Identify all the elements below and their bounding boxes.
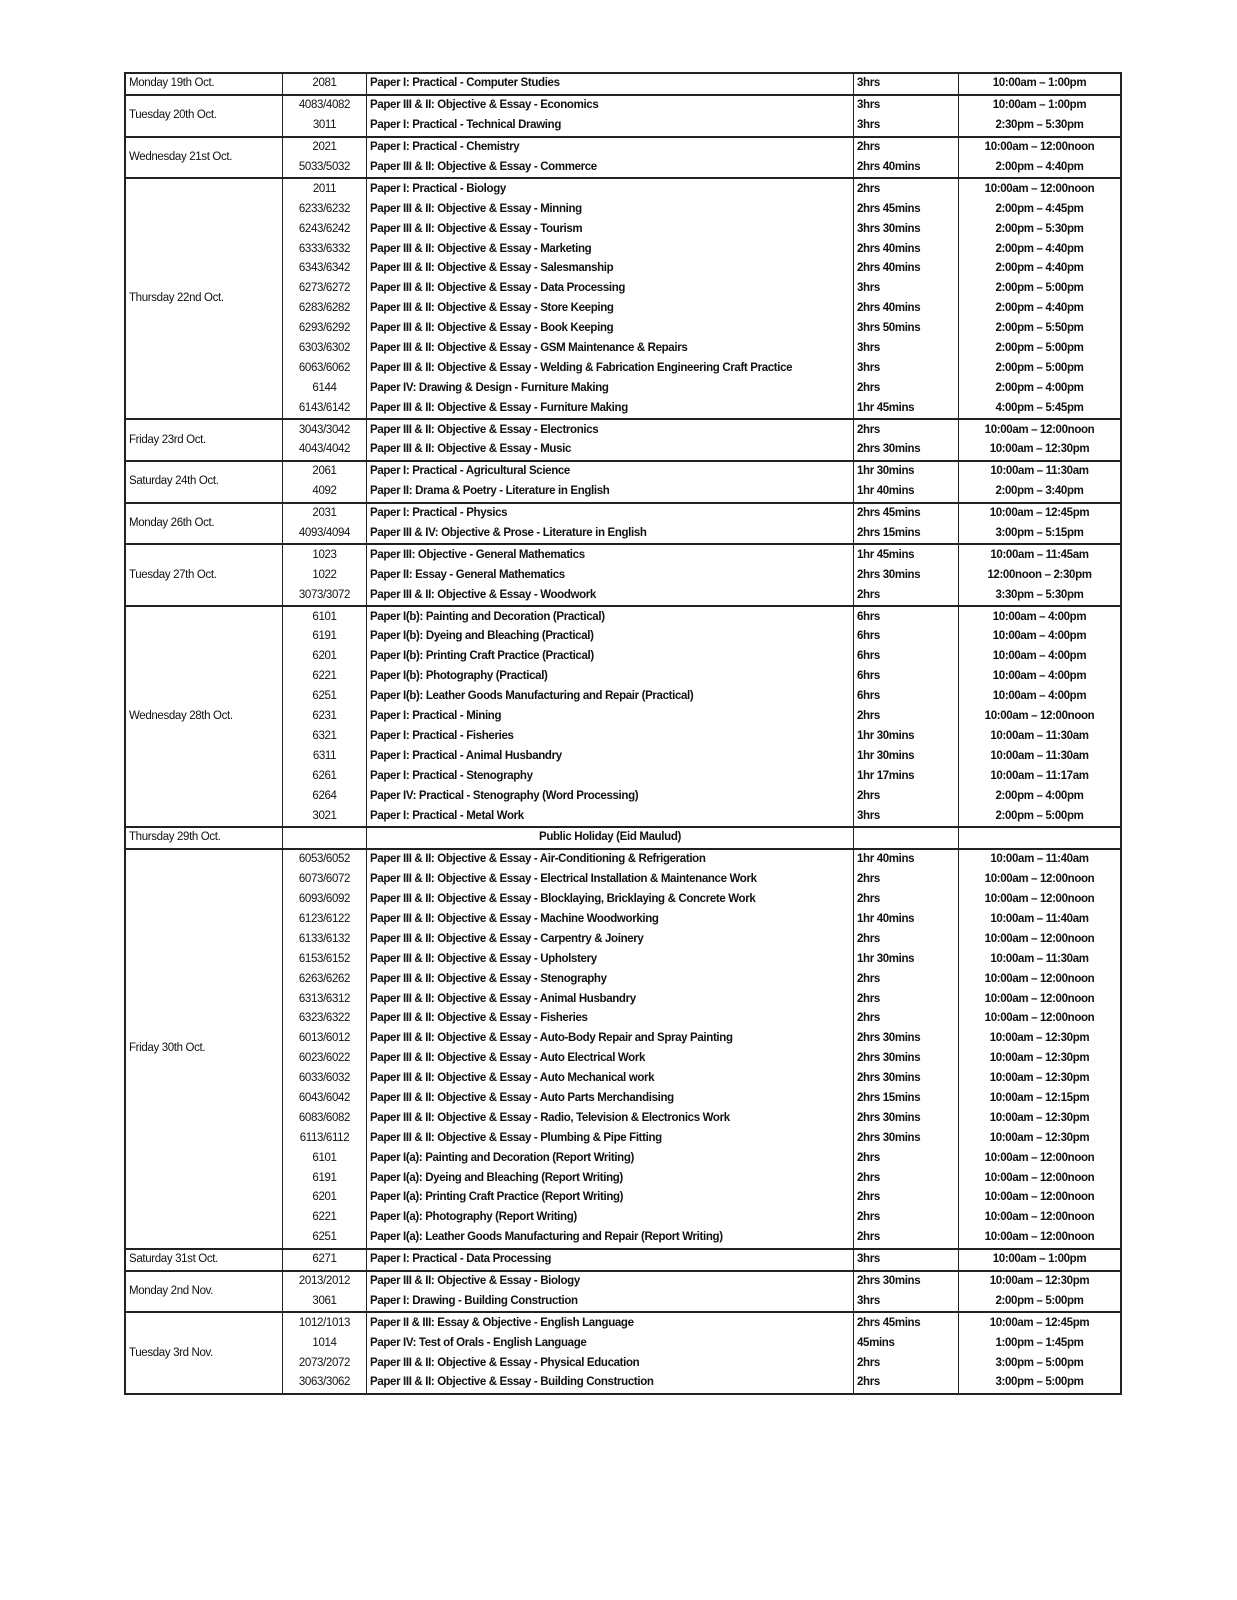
paper-title: Paper I(a): Dyeing and Bleaching (Report Writing) [367,1168,854,1188]
duration: 3hrs [854,95,959,116]
paper-code: 1012/1013 [283,1312,367,1333]
duration: 2hrs [854,178,959,199]
time-slot: 10:00am – 12:30pm [959,440,1122,461]
time-slot: 3:00pm – 5:15pm [959,524,1122,545]
time-slot: 10:00am – 12:30pm [959,1029,1122,1049]
time-slot: 10:00am – 12:30pm [959,1069,1122,1089]
table-row [125,827,1121,849]
paper-title: Paper I: Practical - Technical Drawing [367,116,854,137]
time-slot: 10:00am – 1:00pm [959,1249,1122,1271]
time-slot: 10:00am – 11:30am [959,727,1122,747]
paper-code: 6233/6232 [283,199,367,219]
duration: 6hrs [854,606,959,627]
duration: 3hrs 30mins [854,219,959,239]
duration: 2hrs [854,1208,959,1228]
duration: 2hrs 15mins [854,524,959,545]
paper-title: Paper I: Practical - Data Processing [367,1249,854,1271]
duration: 2hrs [854,870,959,890]
paper-code: 6033/6032 [283,1069,367,1089]
duration: 2hrs [854,1009,959,1029]
duration: 1hr 17mins [854,766,959,786]
time-slot [959,827,1122,849]
paper-title: Paper I: Practical - Biology [367,178,854,199]
exam-day: Thursday 22nd Oct. [125,178,283,419]
paper-title: Paper III & II: Objective & Essay - Physical Education [367,1353,854,1373]
time-slot: 10:00am – 12:00noon [959,969,1122,989]
paper-title: Paper III & II: Objective & Essay - Salesmanship [367,259,854,279]
time-slot: 10:00am – 12:30pm [959,1128,1122,1148]
paper-code: 6261 [283,766,367,786]
paper-code: 3073/3072 [283,585,367,606]
duration: 3hrs [854,339,959,359]
time-slot: 10:00am – 12:30pm [959,1271,1122,1292]
paper-title: Paper III & IV: Objective & Prose - Literature in English [367,524,854,545]
duration [854,827,959,849]
exam-day: Friday 23rd Oct. [125,419,283,461]
duration: 2hrs 30mins [854,1271,959,1292]
paper-title: Paper III & II: Objective & Essay - Fisheries [367,1009,854,1029]
paper-title: Paper II: Drama & Poetry - Literature in English [367,482,854,503]
duration: 2hrs 45mins [854,503,959,524]
paper-code: 6013/6012 [283,1029,367,1049]
paper-code: 6263/6262 [283,969,367,989]
paper-title: Paper III & II: Objective & Essay - Music [367,440,854,461]
paper-code: 6191 [283,1168,367,1188]
duration: 2hrs 45mins [854,199,959,219]
paper-code: 6243/6242 [283,219,367,239]
table-row [125,95,1121,116]
duration: 2hrs [854,1148,959,1168]
exam-day: Thursday 29th Oct. [125,827,283,849]
duration: 2hrs [854,1373,959,1394]
time-slot: 10:00am – 4:00pm [959,667,1122,687]
paper-code: 2011 [283,178,367,199]
paper-title: Paper III & II: Objective & Essay - Auto-Body Repair and Spray Painting [367,1029,854,1049]
paper-code: 6201 [283,647,367,667]
paper-code: 2081 [283,73,367,95]
time-slot: 2:00pm – 5:00pm [959,339,1122,359]
paper-title: Paper III & II: Objective & Essay - Upholstery [367,949,854,969]
time-slot: 10:00am – 12:30pm [959,1049,1122,1069]
time-slot: 10:00am – 12:00noon [959,419,1122,440]
paper-title: Paper I: Practical - Stenography [367,766,854,786]
time-slot: 10:00am – 12:00noon [959,1188,1122,1208]
time-slot: 10:00am – 4:00pm [959,687,1122,707]
paper-code: 6313/6312 [283,989,367,1009]
paper-title: Paper I: Practical - Computer Studies [367,73,854,95]
exam-day: Saturday 24th Oct. [125,461,283,503]
time-slot: 1:00pm – 1:45pm [959,1333,1122,1353]
duration: 2hrs 30mins [854,1128,959,1148]
paper-title: Paper III & II: Objective & Essay - Animal Husbandry [367,989,854,1009]
time-slot: 10:00am – 1:00pm [959,73,1122,95]
duration: 2hrs 40mins [854,259,959,279]
time-slot: 10:00am – 12:00noon [959,1208,1122,1228]
paper-title: Paper IV: Drawing & Design - Furniture Making [367,378,854,398]
paper-title: Paper I: Practical - Metal Work [367,806,854,827]
paper-code: 6083/6082 [283,1108,367,1128]
paper-title: Paper III & II: Objective & Essay - Carpentry & Joinery [367,929,854,949]
exam-day: Tuesday 3rd Nov. [125,1312,283,1394]
paper-title: Paper III & II: Objective & Essay - Auto Parts Merchandising [367,1089,854,1109]
time-slot: 2:00pm – 4:40pm [959,158,1122,179]
duration: 2hrs 30mins [854,1108,959,1128]
duration: 2hrs 40mins [854,299,959,319]
paper-title: Paper II: Essay - General Mathematics [367,565,854,585]
time-slot: 10:00am – 12:00noon [959,1168,1122,1188]
paper-code: 2021 [283,137,367,158]
paper-code: 4092 [283,482,367,503]
duration: 2hrs [854,989,959,1009]
paper-code: 4093/4094 [283,524,367,545]
time-slot: 10:00am – 12:00noon [959,1148,1122,1168]
paper-title: Paper I: Practical - Chemistry [367,137,854,158]
time-slot: 10:00am – 11:40am [959,910,1122,930]
paper-code: 6303/6302 [283,339,367,359]
paper-code: 6153/6152 [283,949,367,969]
duration: 2hrs [854,378,959,398]
time-slot: 10:00am – 12:00noon [959,890,1122,910]
paper-title: Paper I(b): Dyeing and Bleaching (Practical) [367,627,854,647]
duration: 1hr 45mins [854,398,959,419]
table-row [125,1249,1121,1271]
paper-code: 6273/6272 [283,279,367,299]
time-slot: 10:00am – 11:40am [959,849,1122,870]
paper-title: Paper III & II: Objective & Essay - Radio, Television & Electronics Work [367,1108,854,1128]
paper-title: Paper III & II: Objective & Essay - Data Processing [367,279,854,299]
paper-code: 6143/6142 [283,398,367,419]
paper-title: Paper I: Practical - Mining [367,707,854,727]
paper-title: Paper III & II: Objective & Essay - Store Keeping [367,299,854,319]
duration: 3hrs [854,358,959,378]
paper-code: 6144 [283,378,367,398]
paper-title: Paper III & II: Objective & Essay - Biology [367,1271,854,1292]
exam-day: Tuesday 20th Oct. [125,95,283,137]
time-slot: 10:00am – 11:30am [959,949,1122,969]
time-slot: 2:00pm – 5:00pm [959,1291,1122,1312]
time-slot: 10:00am – 11:30am [959,746,1122,766]
table-row [125,849,1121,870]
duration: 3hrs 50mins [854,319,959,339]
duration: 6hrs [854,687,959,707]
time-slot: 2:00pm – 4:00pm [959,378,1122,398]
paper-code: 6311 [283,746,367,766]
paper-code [283,827,367,849]
paper-title: Paper III & II: Objective & Essay - Plumbing & Pipe Fitting [367,1128,854,1148]
paper-code: 3061 [283,1291,367,1312]
paper-code: 2031 [283,503,367,524]
paper-title: Paper IV: Practical - Stenography (Word Processing) [367,786,854,806]
exam-day: Wednesday 28th Oct. [125,606,283,827]
duration: 2hrs 40mins [854,239,959,259]
time-slot: 2:00pm – 5:00pm [959,358,1122,378]
duration: 1hr 30mins [854,746,959,766]
duration: 1hr 30mins [854,727,959,747]
duration: 6hrs [854,627,959,647]
duration: 6hrs [854,667,959,687]
paper-code: 6101 [283,1148,367,1168]
time-slot: 12:00noon – 2:30pm [959,565,1122,585]
time-slot: 2:00pm – 5:00pm [959,279,1122,299]
paper-code: 3043/3042 [283,419,367,440]
paper-title: Paper I(b): Leather Goods Manufacturing and Repair (Practical) [367,687,854,707]
paper-code: 6323/6322 [283,1009,367,1029]
time-slot: 10:00am – 12:00noon [959,1009,1122,1029]
paper-code: 4043/4042 [283,440,367,461]
time-slot: 10:00am – 12:00noon [959,707,1122,727]
paper-title: Paper III: Objective - General Mathematics [367,544,854,565]
paper-code: 1022 [283,565,367,585]
duration: 2hrs 30mins [854,565,959,585]
duration: 3hrs [854,279,959,299]
exam-day: Monday 26th Oct. [125,503,283,545]
duration: 2hrs [854,890,959,910]
table-row [125,503,1121,524]
paper-code: 5033/5032 [283,158,367,179]
table-row [125,1312,1121,1333]
table-row [125,461,1121,482]
paper-title: Paper I(b): Photography (Practical) [367,667,854,687]
paper-title: Paper I(a): Photography (Report Writing) [367,1208,854,1228]
table-row [125,419,1121,440]
time-slot: 2:30pm – 5:30pm [959,116,1122,137]
duration: 2hrs 15mins [854,1089,959,1109]
paper-title: Paper III & II: Objective & Essay - Welding & Fabrication Engineering Craft Practice [367,358,854,378]
paper-code: 6133/6132 [283,929,367,949]
paper-code: 6251 [283,687,367,707]
time-slot: 10:00am – 12:45pm [959,503,1122,524]
paper-title: Paper III & II: Objective & Essay - Auto Mechanical work [367,1069,854,1089]
paper-code: 6231 [283,707,367,727]
duration: 3hrs [854,116,959,137]
paper-code: 6293/6292 [283,319,367,339]
paper-code: 3021 [283,806,367,827]
paper-code: 1014 [283,1333,367,1353]
time-slot: 10:00am – 12:00noon [959,870,1122,890]
paper-title: Paper III & II: Objective & Essay - Electronics [367,419,854,440]
time-slot: 10:00am – 4:00pm [959,627,1122,647]
time-slot: 3:00pm – 5:00pm [959,1353,1122,1373]
duration: 1hr 30mins [854,461,959,482]
paper-code: 6201 [283,1188,367,1208]
paper-title: Paper III & II: Objective & Essay - Economics [367,95,854,116]
duration: 2hrs 30mins [854,440,959,461]
duration: 3hrs [854,73,959,95]
paper-code: 6264 [283,786,367,806]
time-slot: 2:00pm – 5:00pm [959,806,1122,827]
paper-code: 6191 [283,627,367,647]
time-slot: 10:00am – 11:45am [959,544,1122,565]
time-slot: 10:00am – 12:00noon [959,137,1122,158]
duration: 1hr 40mins [854,910,959,930]
time-slot: 2:00pm – 4:45pm [959,199,1122,219]
paper-code: 6053/6052 [283,849,367,870]
duration: 2hrs [854,1168,959,1188]
paper-title: Paper I(a): Printing Craft Practice (Report Writing) [367,1188,854,1208]
time-slot: 2:00pm – 5:30pm [959,219,1122,239]
time-slot: 10:00am – 12:00noon [959,1228,1122,1249]
time-slot: 2:00pm – 5:50pm [959,319,1122,339]
time-slot: 10:00am – 12:00noon [959,178,1122,199]
duration: 2hrs [854,419,959,440]
time-slot: 10:00am – 12:00noon [959,989,1122,1009]
table-row [125,178,1121,199]
paper-code: 3011 [283,116,367,137]
table-row [125,73,1121,95]
duration: 3hrs [854,806,959,827]
time-slot: 2:00pm – 4:40pm [959,259,1122,279]
duration: 3hrs [854,1249,959,1271]
duration: 1hr 40mins [854,849,959,870]
exam-day: Monday 2nd Nov. [125,1271,283,1313]
duration: 2hrs 30mins [854,1069,959,1089]
paper-title: Paper I: Practical - Fisheries [367,727,854,747]
paper-title: Paper III & II: Objective & Essay - Electrical Installation & Maintenance Work [367,870,854,890]
paper-code: 6113/6112 [283,1128,367,1148]
time-slot: 2:00pm – 4:40pm [959,239,1122,259]
time-slot: 10:00am – 4:00pm [959,647,1122,667]
paper-code: 6321 [283,727,367,747]
duration: 1hr 30mins [854,949,959,969]
paper-code: 6063/6062 [283,358,367,378]
duration: 2hrs [854,707,959,727]
time-slot: 2:00pm – 4:40pm [959,299,1122,319]
paper-code: 6271 [283,1249,367,1271]
exam-day: Tuesday 27th Oct. [125,544,283,606]
paper-title: Paper I: Practical - Animal Husbandry [367,746,854,766]
time-slot: 3:00pm – 5:00pm [959,1373,1122,1394]
paper-title: Paper III & II: Objective & Essay - Woodwork [367,585,854,606]
paper-title: Paper III & II: Objective & Essay - Blocklaying, Bricklaying & Concrete Work [367,890,854,910]
paper-title: Paper I(b): Printing Craft Practice (Practical) [367,647,854,667]
exam-day: Monday 19th Oct. [125,73,283,95]
paper-code: 6251 [283,1228,367,1249]
paper-code: 2013/2012 [283,1271,367,1292]
exam-timetable [124,72,1122,1395]
paper-code: 6043/6042 [283,1089,367,1109]
time-slot: 10:00am – 11:30am [959,461,1122,482]
duration: 3hrs [854,1291,959,1312]
duration: 1hr 40mins [854,482,959,503]
paper-title: Paper III & II: Objective & Essay - Air-Conditioning & Refrigeration [367,849,854,870]
paper-code: 6221 [283,667,367,687]
table-row [125,137,1121,158]
duration: 45mins [854,1333,959,1353]
time-slot: 10:00am – 1:00pm [959,95,1122,116]
paper-title: Paper III & II: Objective & Essay - Machine Woodworking [367,910,854,930]
paper-title: Paper I(a): Painting and Decoration (Report Writing) [367,1148,854,1168]
duration: 2hrs [854,1353,959,1373]
duration: 2hrs 30mins [854,1029,959,1049]
paper-title: Paper I: Practical - Agricultural Science [367,461,854,482]
paper-title: Paper III & II: Objective & Essay - Building Construction [367,1373,854,1394]
time-slot: 10:00am – 12:45pm [959,1312,1122,1333]
paper-code: 6101 [283,606,367,627]
duration: 2hrs [854,137,959,158]
table-row [125,606,1121,627]
table-row [125,1271,1121,1292]
paper-title: Paper III & II: Objective & Essay - Commerce [367,158,854,179]
paper-title: Paper III & II: Objective & Essay - Marketing [367,239,854,259]
time-slot: 3:30pm – 5:30pm [959,585,1122,606]
paper-title: Paper I: Drawing - Building Construction [367,1291,854,1312]
exam-day: Saturday 31st Oct. [125,1249,283,1271]
paper-code: 1023 [283,544,367,565]
duration: 2hrs [854,585,959,606]
paper-title: Paper III & II: Objective & Essay - GSM Maintenance & Repairs [367,339,854,359]
paper-title: Paper III & II: Objective & Essay - Stenography [367,969,854,989]
duration: 6hrs [854,647,959,667]
time-slot: 10:00am – 12:00noon [959,929,1122,949]
duration: 2hrs [854,969,959,989]
paper-title: Paper I(a): Leather Goods Manufacturing and Repair (Report Writing) [367,1228,854,1249]
holiday-note: Public Holiday (Eid Maulud) [367,827,854,849]
paper-code: 6093/6092 [283,890,367,910]
paper-code: 3063/3062 [283,1373,367,1394]
duration: 1hr 45mins [854,544,959,565]
exam-day: Friday 30th Oct. [125,849,283,1249]
table-row [125,544,1121,565]
time-slot: 10:00am – 11:17am [959,766,1122,786]
time-slot: 10:00am – 12:30pm [959,1108,1122,1128]
paper-code: 6023/6022 [283,1049,367,1069]
paper-title: Paper III & II: Objective & Essay - Tourism [367,219,854,239]
time-slot: 10:00am – 12:15pm [959,1089,1122,1109]
exam-day: Wednesday 21st Oct. [125,137,283,179]
duration: 2hrs 30mins [854,1049,959,1069]
paper-title: Paper I: Practical - Physics [367,503,854,524]
paper-code: 6283/6282 [283,299,367,319]
paper-title: Paper III & II: Objective & Essay - Auto Electrical Work [367,1049,854,1069]
time-slot: 2:00pm – 4:00pm [959,786,1122,806]
duration: 2hrs [854,1188,959,1208]
paper-title: Paper I(b): Painting and Decoration (Practical) [367,606,854,627]
paper-title: Paper IV: Test of Orals - English Language [367,1333,854,1353]
paper-code: 6221 [283,1208,367,1228]
paper-code: 2073/2072 [283,1353,367,1373]
time-slot: 10:00am – 4:00pm [959,606,1122,627]
time-slot: 4:00pm – 5:45pm [959,398,1122,419]
duration: 2hrs 40mins [854,158,959,179]
paper-code: 6073/6072 [283,870,367,890]
paper-code: 4083/4082 [283,95,367,116]
paper-code: 2061 [283,461,367,482]
paper-code: 6123/6122 [283,910,367,930]
paper-code: 6333/6332 [283,239,367,259]
duration: 2hrs 45mins [854,1312,959,1333]
paper-title: Paper III & II: Objective & Essay - Furniture Making [367,398,854,419]
paper-title: Paper III & II: Objective & Essay - Minning [367,199,854,219]
duration: 2hrs [854,929,959,949]
paper-code: 6343/6342 [283,259,367,279]
duration: 2hrs [854,786,959,806]
paper-title: Paper III & II: Objective & Essay - Book Keeping [367,319,854,339]
time-slot: 2:00pm – 3:40pm [959,482,1122,503]
paper-title: Paper II & III: Essay & Objective - English Language [367,1312,854,1333]
duration: 2hrs [854,1228,959,1249]
